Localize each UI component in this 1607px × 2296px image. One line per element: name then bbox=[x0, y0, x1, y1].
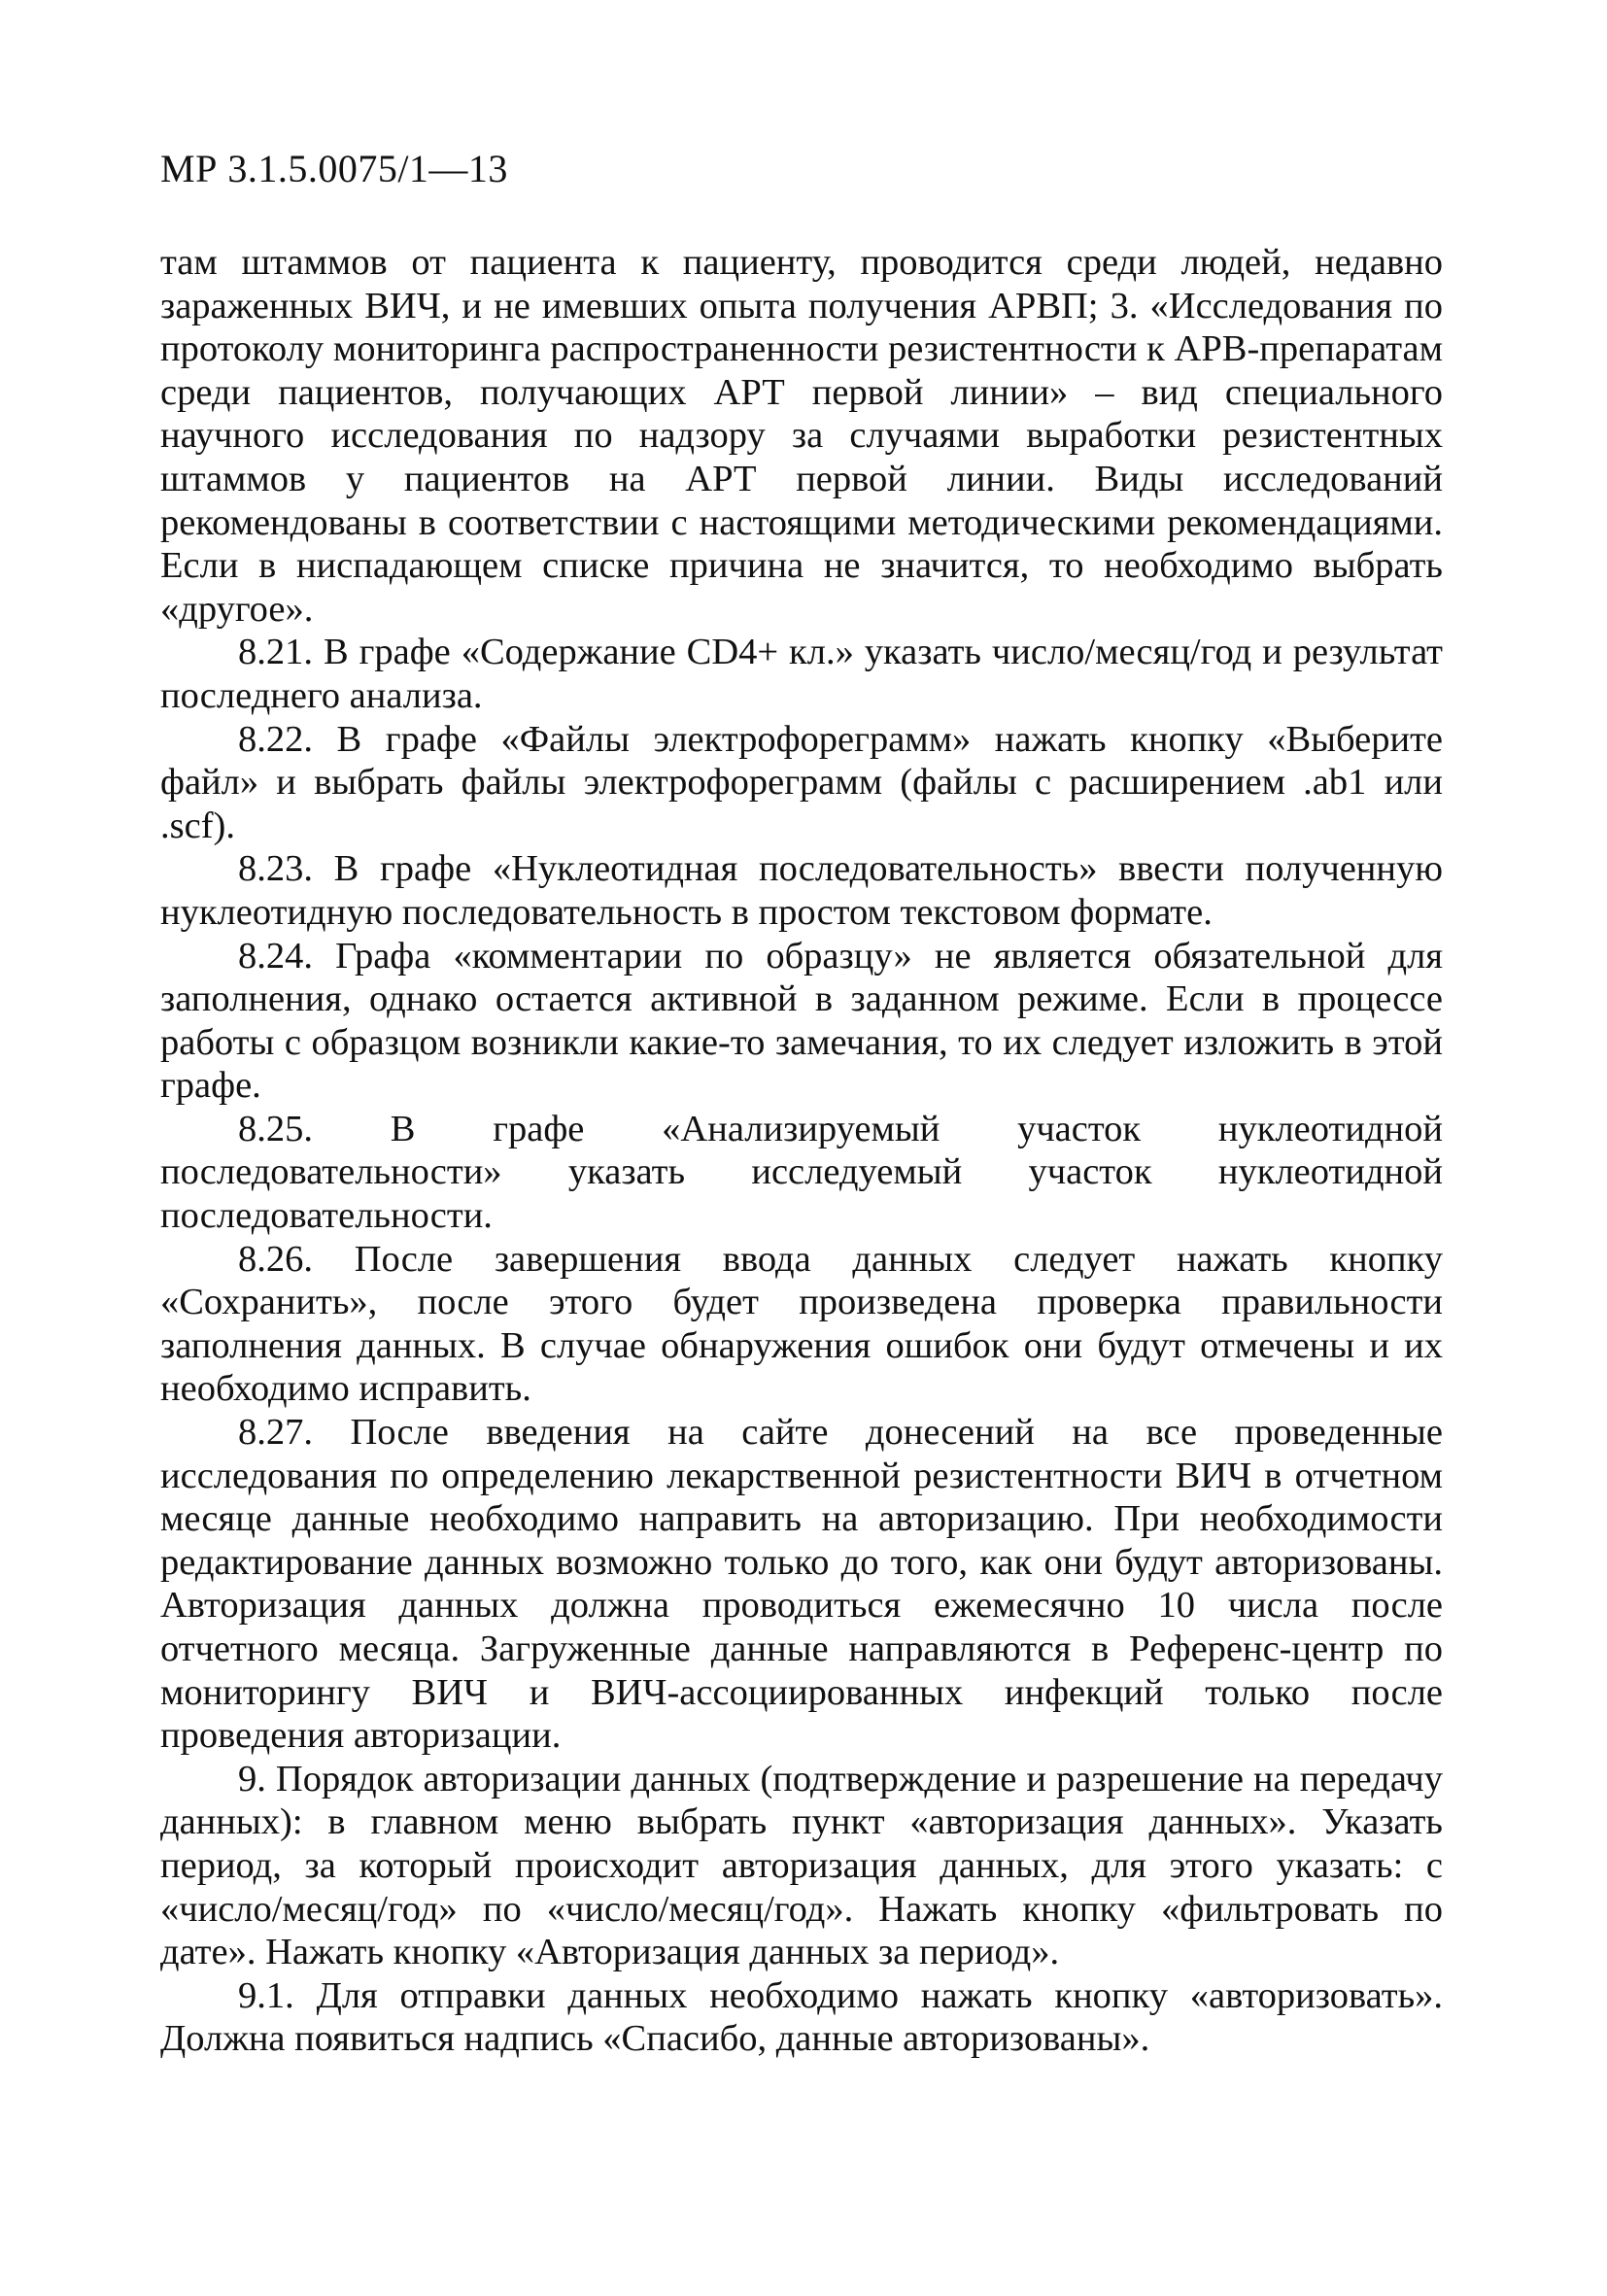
paragraph-continuation: там штаммов от пациента к пациенту, проводится среди людей, недавно зараженных ВИЧ, и не имевших опыта получения АРВП; 3. «Исследования по протоколу мониторинга распространенности резистентности к АРВ-препаратам среди пациентов, получающих АРТ первой линии» – вид специального научного исследования по надзору за случаями выработки резистентных штаммов у пациентов на АРТ первой линии. Виды исследований рекомендованы в соответствии с настоящими методическими рекомендациями. Если в ниспадающем списке причина не значится, то необходимо выбрать «другое». bbox=[160, 242, 1443, 630]
paragraph-8-24: 8.24. Графа «комментарии по образцу» не является обязательной для заполнения, однако остается активной в заданном режиме. Если в процессе работы с образцом возникли какие-то замечания, то их следует изложить в этой графе. bbox=[160, 935, 1443, 1107]
paragraph-8-26: 8.26. После завершения ввода данных следует нажать кнопку «Сохранить», после этого будет произведена проверка правильности заполнения данных. В случае обнаружения ошибок они будут отмечены и их необходимо исправить. bbox=[160, 1238, 1443, 1410]
paragraph-8-25: 8.25. В графе «Анализируемый участок нуклеотидной последовательности» указать исследуемый участок нуклеотидной последовательности. bbox=[160, 1108, 1443, 1237]
paragraph-8-27: 8.27. После введения на сайте донесений на все проведенные исследования по определению лекарственной резистентности ВИЧ в отчетном месяце данные необходимо направить на авторизацию. При необходимости редактирование данных возможно только до того, как они будут авторизованы. Авторизация данных должна проводиться ежемесячно 10 числа после отчетного месяца. Загруженные данные направляются в Референс-центр по мониторингу ВИЧ и ВИЧ-ассоциированных инфекций только после проведения авторизации. bbox=[160, 1412, 1443, 1757]
paragraph-8-21: 8.21. В графе «Содержание CD4+ кл.» указать число/месяц/год и результат последнего анализа. bbox=[160, 632, 1443, 716]
paragraph-8-23: 8.23. В графе «Нуклеотидная последовательность» ввести полученную нуклеотидную последовательность в простом текстовом формате. bbox=[160, 848, 1443, 933]
paragraph-9-1: 9.1. Для отправки данных необходимо нажать кнопку «авторизовать». Должна появиться надпись «Спасибо, данные авторизованы». bbox=[160, 1974, 1443, 2060]
paragraph-9: 9. Порядок авторизации данных (подтверждение и разрешение на передачу данных): в главном меню выбрать пункт «авторизация данных». Указать период, за который происходит авторизация данных, для этого указать: с «число/месяц/год» по «число/месяц/год». Нажать кнопку «фильтровать по дате». Нажать кнопку «Авторизация данных за период». bbox=[160, 1758, 1443, 1973]
running-header: МР 3.1.5.0075/1—13 bbox=[160, 147, 508, 190]
body-text bbox=[160, 241, 1443, 2061]
paragraph-8-22: 8.22. В графе «Файлы электрофореграмм» нажать кнопку «Выберите файл» и выбрать файлы электрофореграмм (файлы с расширением .ab1 или .scf). bbox=[160, 718, 1443, 846]
